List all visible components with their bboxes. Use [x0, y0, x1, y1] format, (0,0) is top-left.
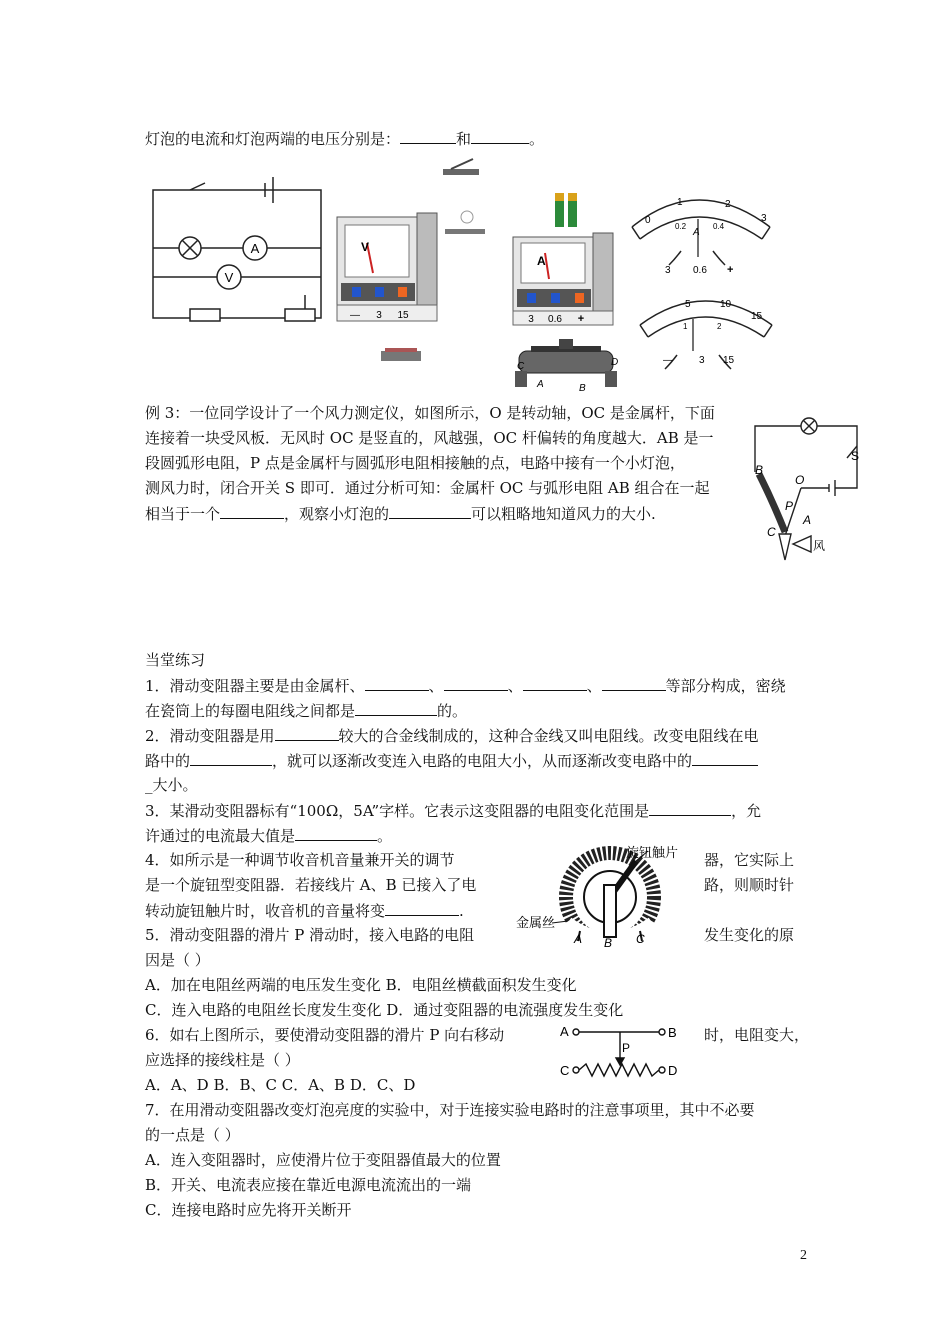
- a-dial-sub-04: 0.4: [713, 222, 725, 231]
- bulb-icon: [445, 211, 485, 234]
- ammeter-terminal-pos: +: [577, 313, 585, 325]
- practice-heading: 当堂练习: [145, 651, 206, 669]
- a-dial-term-06: 0.6: [693, 265, 707, 276]
- circuit-label-v: V: [224, 270, 234, 285]
- ammeter-terminal-3: 3: [528, 314, 534, 325]
- ex3-line-4: 测风力时，闭合开关 S 即可．通过分析可知：金属杆 OC 与弧形电阻 AB 组合在一起: [145, 479, 710, 497]
- blank-voltage: [471, 128, 529, 144]
- wind-label: 风: [813, 539, 826, 553]
- blank-current: [400, 128, 456, 144]
- q5-line-2: 因是（ ）: [145, 951, 210, 969]
- voltmeter-terminal-neg: —: [350, 310, 360, 321]
- blank-ex3-b: [389, 503, 471, 519]
- wind-label-s: S: [851, 449, 860, 463]
- ammeter-device: [513, 233, 613, 325]
- v-dial-term-neg: —: [663, 355, 673, 366]
- intro-text: 灯泡的电流和灯泡两端的电压分别是：: [145, 130, 401, 148]
- v-dial-term-15: 15: [723, 355, 735, 366]
- slider-terminal-c: C: [560, 1063, 570, 1078]
- q6-options: A．A、D B．B、C C．A、B D．C、D: [145, 1076, 416, 1094]
- q4-line-1-right: 器，它实际上: [704, 851, 795, 869]
- q7-option-c: C．连接电路时应先将开关断开: [145, 1201, 352, 1219]
- a-dial-1: 1: [677, 197, 683, 208]
- ammeter-letter: A: [537, 254, 546, 268]
- q1-line-2: 在瓷筒上的每圈电阻线之间都是 的。: [145, 702, 468, 720]
- q4-line-2-left: 是一个旋钮型变阻器．若接线片 A、B 已接入了电: [145, 876, 477, 894]
- q5-line-1-left: 5．滑动变阻器的滑片 P 滑动时，接入电路的电阻: [145, 926, 475, 944]
- q4-line-2-right: 路，则顺时针: [704, 876, 795, 894]
- q6-line-2: 应选择的接线柱是（ ）: [145, 1051, 300, 1069]
- v-dial-5: 5: [685, 299, 691, 310]
- voltmeter-device: [337, 213, 437, 321]
- rheostat-label-d: D: [611, 357, 619, 368]
- q6-line-1-left: 6．如右上图所示，要使滑动变阻器的滑片 P 向右移动: [145, 1026, 505, 1044]
- q3-line-2: 许通过的电流最大值是 。: [145, 827, 393, 845]
- q2-line-3: _大小。: [145, 776, 198, 794]
- a-dial-term-plus: +: [727, 264, 734, 276]
- q6-line-1-right: 时，电阻变大，: [704, 1026, 810, 1044]
- slider-label-p: P: [622, 1041, 631, 1055]
- a-dial-term-3: 3: [665, 265, 671, 276]
- resistor-icon: [381, 348, 421, 361]
- wind-meter-figure: [745, 412, 865, 562]
- q5-line-1-right: 发生变化的原: [704, 926, 795, 944]
- q4-line-3: 转动旋钮触片时，收音机的音量将变 .: [145, 902, 464, 920]
- knob-label-left: 金属丝: [516, 915, 556, 930]
- voltmeter-terminal-15: 15: [397, 310, 409, 321]
- wind-label-a: A: [803, 513, 812, 527]
- rheostat-label-c: C: [517, 361, 525, 372]
- knob-label-top: 旋钮触片: [626, 845, 679, 860]
- a-dial-2: 2: [725, 199, 731, 210]
- ex3-line-1: 例 3：一位同学设计了一个风力测定仪，如图所示，O 是转动轴，OC 是金属杆，下面: [145, 404, 715, 422]
- q4-line-1-left: 4．如所示是一种调节收音机音量兼开关的调节: [145, 851, 455, 869]
- q5-options-1: A．加在电阻丝两端的电压发生变化 B．电阻丝横截面积发生变化: [145, 976, 577, 994]
- rheostat-device: [515, 339, 617, 387]
- ex3-line-3: 段圆弧形电阻，P 点是金属杆与圆弧形电阻相接触的点，电路中接有一个小灯泡，: [145, 454, 685, 472]
- switch-icon: [443, 159, 479, 175]
- wind-label-p: P: [785, 499, 794, 513]
- q5-options-2: C．连入电路的电阻丝长度发生变化 D．通过变阻器的电流强度发生变化: [145, 1001, 624, 1019]
- knob-terminal-a: A: [574, 932, 583, 946]
- knob-terminal-c: C: [636, 932, 645, 946]
- voltmeter-terminal-3: 3: [376, 310, 382, 321]
- slider-terminal-a: A: [560, 1024, 569, 1039]
- meters-figure: [145, 155, 785, 395]
- a-dial-0: 0: [645, 215, 651, 226]
- slider-terminal-d: D: [668, 1063, 678, 1078]
- intro-and: 和: [456, 130, 472, 148]
- slider-terminal-b: B: [668, 1025, 677, 1040]
- wind-label-c: C: [767, 525, 776, 539]
- q7-option-a: A．连入变阻器时，应使滑片位于变阻器值最大的位置: [145, 1151, 501, 1169]
- q2-line-2: 路中的 ，就可以逐渐改变连入电路的电阻大小，从而逐渐改变电路中的: [145, 750, 758, 771]
- ex3-line-5: 相当于一个 ，观察小灯泡的 可以粗略地知道风力的大小.: [145, 505, 656, 523]
- knob-terminal-b: B: [604, 936, 613, 950]
- ammeter-dial: [632, 200, 770, 265]
- circuit-diagram: [153, 177, 321, 321]
- q2-line-1: 2．滑动变阻器是用 较大的合金线制成的，这种合金线又叫电阻线。改变电阻线在电: [145, 727, 759, 745]
- ammeter-terminal-06: 0.6: [548, 314, 562, 325]
- battery-icon: [555, 193, 577, 227]
- q1-line-1: 1．滑动变阻器主要是由金属杆、 、 、 、 等部分构成，密绕: [145, 677, 786, 695]
- voltmeter-letter: V: [361, 240, 370, 254]
- q7-line-2: 的一点是（ ）: [145, 1126, 240, 1144]
- knob-figure: [512, 845, 702, 950]
- v-dial-10: 10: [720, 299, 732, 310]
- v-dial-sub-1: 1: [683, 322, 688, 331]
- ex3-line-2: 连接着一块受风板．无风时 OC 是竖直的，风越强，OC 杆偏转的角度越大．AB 是一: [145, 429, 714, 447]
- slider-figure: [556, 1020, 696, 1082]
- a-dial-letter: A: [693, 227, 700, 238]
- v-dial-sub-2: 2: [717, 322, 722, 331]
- q3-line-1: 3．某滑动变阻器标有“100Ω，5A”字样。它表示这变阻器的电阻变化范围是 ，允: [145, 802, 762, 820]
- intro-end: 。: [529, 130, 545, 148]
- blank-ex3-a: [220, 503, 284, 519]
- q7-option-b: B．开关、电流表应接在靠近电源电流流出的一端: [145, 1176, 472, 1194]
- v-dial-15: 15: [751, 311, 763, 322]
- rheostat-label-a: A: [537, 379, 544, 390]
- rheostat-label-b: B: [579, 383, 586, 394]
- circuit-label-a: A: [250, 241, 260, 256]
- wind-label-o: O: [795, 473, 805, 487]
- q7-line-1: 7．在用滑动变阻器改变灯泡亮度的实验中，对于连接实验电路时的注意事项里，其中不必要: [145, 1101, 755, 1119]
- v-dial-term-3: 3: [699, 355, 705, 366]
- a-dial-3: 3: [761, 213, 767, 224]
- intro-line: [145, 128, 544, 149]
- a-dial-sub-02: 0.2: [675, 222, 687, 231]
- wind-label-b: B: [755, 463, 764, 477]
- page-number: 2: [800, 1248, 807, 1263]
